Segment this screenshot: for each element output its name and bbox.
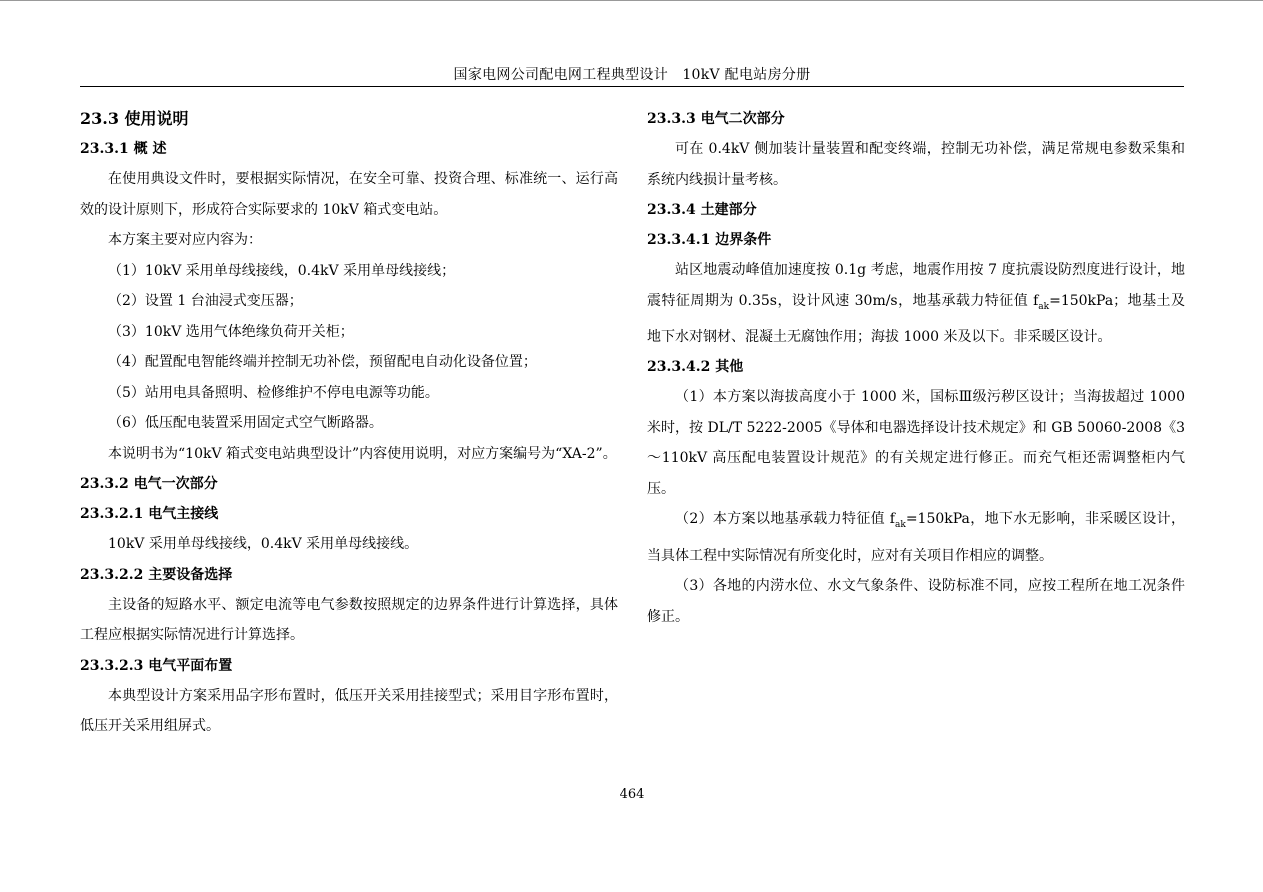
other-paragraph-1: （1）本方案以海拔高度小于 1000 米，国标Ⅲ级污秽区设计；当海拔超过 1000 米时，按 DL/T 5222-2005《导体和电器选择设计技术规定》和 GB 50060-2008《3～110kV 高压配电装置设计规范》的有关规定进行修正。而充气柜还需调整柜内气压。	[647, 389, 1185, 497]
other-heading: 23.3.4.2 其他	[647, 359, 744, 376]
layout-paragraph: 本典型设计方案采用品字形布置时，低压开关采用挂接型式；采用目字形布置时，低压开关采用组屏式。	[80, 687, 618, 734]
equipment-paragraph: 主设备的短路水平、额定电流等电气参数按照规定的边界条件进行计算选择，具体工程应根据实际情况进行计算选择。	[80, 596, 618, 643]
boundary-text-b: =150kPa；地基土及地下水对钢材、混凝土无腐蚀作用；海拔 1000 米及以下。非采暖区设计。	[647, 292, 1185, 345]
list-item: （5）站用电具备照明、检修维护不停电电源等功能。	[108, 384, 439, 401]
section-title: 23.3 使用说明	[80, 109, 189, 128]
other-paragraph-3: （3）各地的内涝水位、水文气象条件、设防标准不同，应按工程所在地工况条件修正。	[647, 578, 1185, 625]
secondary-heading: 23.3.3 电气二次部分	[647, 111, 785, 127]
secondary-paragraph: 可在 0.4kV 侧加装计量装置和配变终端，控制无功补偿，满足常规电参数采集和系统内线损计量考核。	[647, 141, 1185, 188]
list-item: （1）10kV 采用单母线接线，0.4kV 采用单母线接线；	[108, 262, 456, 279]
boundary-subscript: ak	[1038, 301, 1050, 312]
overview-paragraph-2: 本方案主要对应内容为：	[108, 232, 262, 248]
boundary-paragraph	[647, 255, 1185, 352]
overview-paragraph-3: 本说明书为“10kV 箱式变电站典型设计”内容使用说明，对应方案编号为“XA-2”。	[108, 445, 617, 462]
other-subscript: ak	[894, 520, 906, 531]
equipment-heading: 23.3.2.2 主要设备选择	[80, 566, 233, 583]
list-item: （6）低压配电装置采用固定式空气断路器。	[108, 415, 383, 431]
header-rule	[80, 86, 1184, 87]
top-border	[0, 0, 1263, 1]
list-item: （2）设置 1 台油浸式变压器；	[108, 293, 303, 309]
layout-heading: 23.3.2.3 电气平面布置	[80, 657, 233, 674]
wiring-heading: 23.3.2.1 电气主接线	[80, 506, 219, 522]
primary-heading: 23.3.2 电气一次部分	[80, 476, 218, 492]
page-number: 464	[619, 787, 645, 802]
boundary-heading: 23.3.4.1 边界条件	[647, 232, 772, 248]
overview-heading: 23.3.1 概 述	[80, 141, 167, 157]
list-item: （4）配置配电智能终端并控制无功补偿，预留配电自动化设备位置；	[108, 354, 537, 370]
other-text-b: =150kPa，地下水无影响，非采暖区设计，当具体工程中实际情况有所变化时，应对有关项目作相应的调整。	[647, 511, 1185, 564]
overview-paragraph-1: 在使用典设文件时，要根据实际情况，在安全可靠、投资合理、标准统一、运行高效的设计原则下，形成符合实际要求的 10kV 箱式变电站。	[80, 171, 618, 218]
other-paragraph-2	[647, 504, 1185, 571]
left-column	[80, 104, 618, 742]
page-header: 国家电网公司配电网工程典型设计 10kV 配电站房分册	[453, 67, 811, 83]
other-text-a: （2）本方案以地基承载力特征值 f	[675, 511, 895, 528]
wiring-paragraph: 10kV 采用单母线接线，0.4kV 采用单母线接线。	[108, 536, 419, 552]
boundary-text-a: 站区地震动峰值加速度按 0.1g 考虑，地震作用按 7 度抗震设防烈度进行设计，地震特征周期为 0.35s，设计风速 30m/s，地基承载力特征值 f	[647, 262, 1185, 309]
list-item: （3）10kV 选用气体绝缘负荷开关柜；	[108, 323, 354, 340]
civil-heading: 23.3.4 土建部分	[647, 202, 757, 218]
right-column	[647, 104, 1185, 632]
